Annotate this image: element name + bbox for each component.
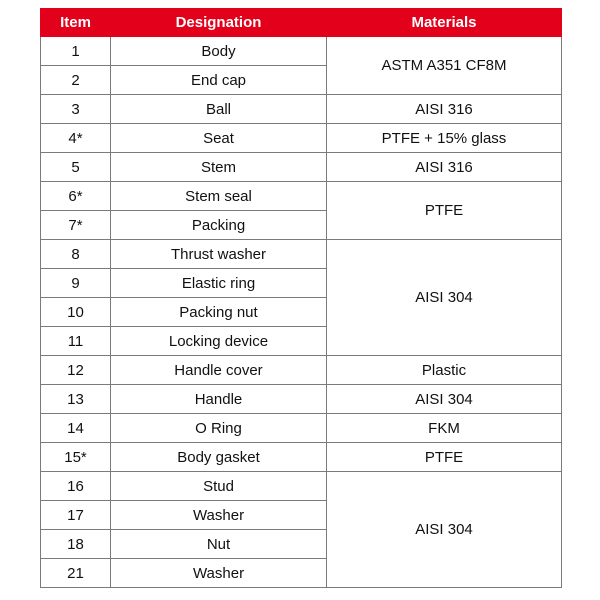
material-cell: AISI 316 — [327, 95, 562, 124]
table-row — [41, 414, 562, 443]
designation-cell: Packing nut — [111, 298, 327, 327]
material-cell: FKM — [327, 414, 562, 443]
material-cell: PTFE — [327, 182, 562, 240]
item-number-cell: 15* — [41, 443, 111, 472]
item-number-cell: 6* — [41, 182, 111, 211]
item-number-cell: 16 — [41, 472, 111, 501]
table-row — [41, 95, 562, 124]
table-row — [41, 124, 562, 153]
material-cell: Plastic — [327, 356, 562, 385]
designation-cell: End cap — [111, 66, 327, 95]
item-number-cell: 14 — [41, 414, 111, 443]
column-header-item: Item — [41, 9, 111, 37]
table-row — [41, 240, 562, 269]
material-cell: AISI 304 — [327, 385, 562, 414]
item-number-cell: 1 — [41, 37, 111, 66]
material-cell: ASTM A351 CF8M — [327, 37, 562, 95]
designation-cell: Washer — [111, 501, 327, 530]
material-cell: AISI 304 — [327, 240, 562, 356]
table-row — [41, 153, 562, 182]
designation-cell: O Ring — [111, 414, 327, 443]
table-row — [41, 37, 562, 66]
item-number-cell: 12 — [41, 356, 111, 385]
designation-cell: Thrust washer — [111, 240, 327, 269]
bill-of-materials-table — [40, 8, 562, 588]
item-number-cell: 8 — [41, 240, 111, 269]
item-number-cell: 4* — [41, 124, 111, 153]
designation-cell: Handle cover — [111, 356, 327, 385]
designation-cell: Body gasket — [111, 443, 327, 472]
column-header-materials: Materials — [327, 9, 562, 37]
designation-cell: Washer — [111, 559, 327, 588]
designation-cell: Ball — [111, 95, 327, 124]
table-row — [41, 472, 562, 501]
designation-cell: Stem — [111, 153, 327, 182]
material-cell: PTFE + 15% glass — [327, 124, 562, 153]
material-cell: AISI 316 — [327, 153, 562, 182]
item-number-cell: 10 — [41, 298, 111, 327]
item-number-cell: 7* — [41, 211, 111, 240]
item-number-cell: 3 — [41, 95, 111, 124]
item-number-cell: 18 — [41, 530, 111, 559]
table-row — [41, 182, 562, 211]
table-row — [41, 356, 562, 385]
item-number-cell: 13 — [41, 385, 111, 414]
designation-cell: Packing — [111, 211, 327, 240]
item-number-cell: 9 — [41, 269, 111, 298]
item-number-cell: 17 — [41, 501, 111, 530]
designation-cell: Stem seal — [111, 182, 327, 211]
designation-cell: Seat — [111, 124, 327, 153]
material-cell: PTFE — [327, 443, 562, 472]
designation-cell: Body — [111, 37, 327, 66]
item-number-cell: 11 — [41, 327, 111, 356]
designation-cell: Elastic ring — [111, 269, 327, 298]
material-cell: AISI 304 — [327, 472, 562, 588]
table-row — [41, 443, 562, 472]
item-number-cell: 2 — [41, 66, 111, 95]
designation-cell: Locking device — [111, 327, 327, 356]
designation-cell: Nut — [111, 530, 327, 559]
designation-cell: Handle — [111, 385, 327, 414]
column-header-designation: Designation — [111, 9, 327, 37]
item-number-cell: 21 — [41, 559, 111, 588]
designation-cell: Stud — [111, 472, 327, 501]
table-header-row — [41, 9, 562, 37]
item-number-cell: 5 — [41, 153, 111, 182]
table-row — [41, 385, 562, 414]
